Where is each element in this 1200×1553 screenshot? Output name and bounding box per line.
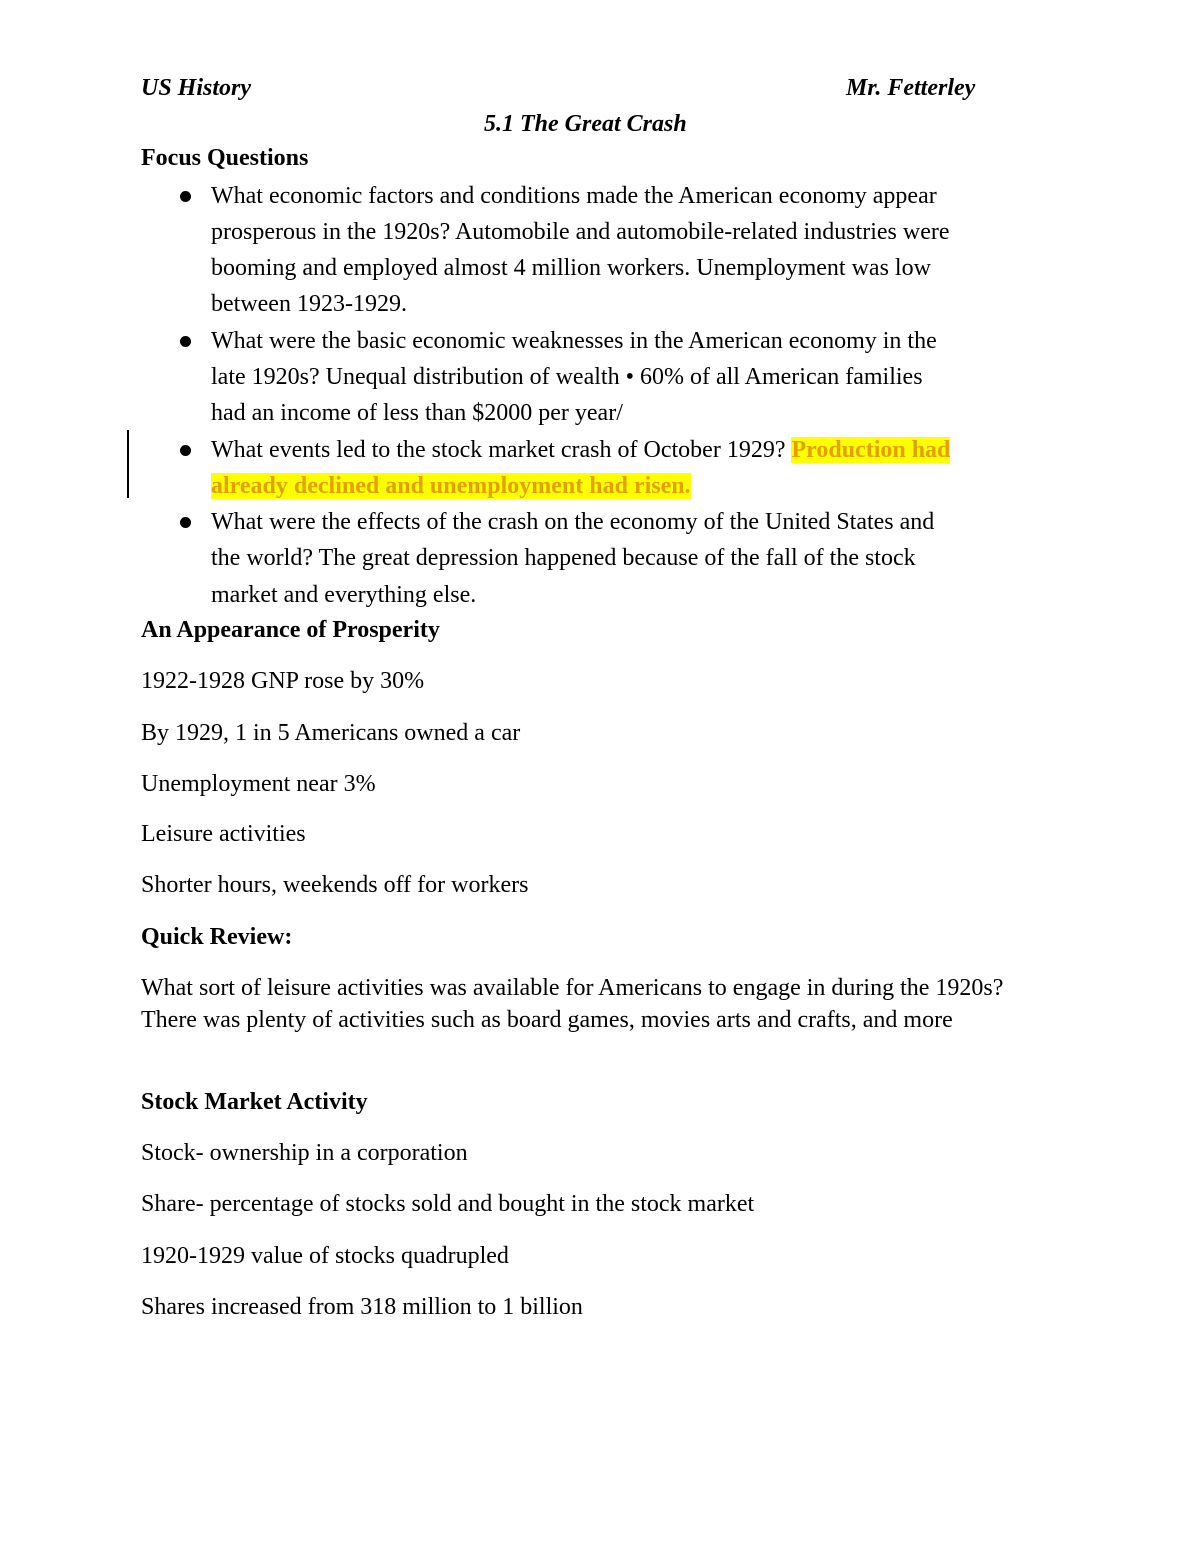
bullet-icon	[180, 191, 191, 202]
stock-item: Shares increased from 318 million to 1 billion	[141, 1294, 583, 1320]
focus-question-3-text: What events led to the stock market crash of October 1929?	[211, 437, 792, 463]
bullet-icon	[180, 517, 191, 528]
focus-question-4-line: the world? The great depression happened because of the fall of the stock	[211, 545, 916, 571]
focus-question-2-line: late 1920s? Unequal distribution of wealth • 60% of all American families	[211, 364, 923, 390]
focus-question-2-line: had an income of less than $2000 per year/	[211, 400, 623, 426]
prosperity-heading: An Appearance of Prosperity	[141, 617, 440, 643]
bullet-icon	[180, 445, 191, 456]
highlighted-answer: Production had	[791, 437, 951, 463]
focus-question-1-line: between 1923-1929.	[211, 291, 407, 317]
stock-market-heading: Stock Market Activity	[141, 1089, 368, 1115]
highlighted-answer: already declined and unemployment had risen.	[211, 473, 691, 499]
focus-questions-heading: Focus Questions	[141, 145, 309, 171]
course-name: US History	[141, 75, 252, 101]
prosperity-item: 1922-1928 GNP rose by 30%	[141, 668, 425, 694]
change-bar-icon	[127, 430, 129, 498]
focus-question-1-line: booming and employed almost 4 million workers. Unemployment was low	[211, 255, 931, 281]
focus-question-3-line	[211, 468, 691, 504]
stock-item: 1920-1929 value of stocks quadrupled	[141, 1243, 509, 1269]
prosperity-item: Shorter hours, weekends off for workers	[141, 872, 529, 898]
focus-question-1-line: What economic factors and conditions made the American economy appear	[211, 183, 937, 209]
document-title: 5.1 The Great Crash	[484, 111, 687, 137]
focus-question-2-line: What were the basic economic weaknesses in the American economy in the	[211, 328, 937, 354]
stock-item: Stock- ownership in a corporation	[141, 1140, 468, 1166]
focus-question-3-line	[211, 432, 950, 468]
prosperity-item: Unemployment near 3%	[141, 771, 376, 797]
quick-review-heading: Quick Review:	[141, 924, 293, 950]
focus-question-1-line: prosperous in the 1920s? Automobile and automobile-related industries were	[211, 219, 950, 245]
prosperity-item: Leisure activities	[141, 821, 306, 847]
teacher-name: Mr. Fetterley	[846, 75, 976, 101]
stock-item: Share- percentage of stocks sold and bought in the stock market	[141, 1191, 755, 1217]
bullet-icon	[180, 336, 191, 347]
prosperity-item: By 1929, 1 in 5 Americans owned a car	[141, 720, 521, 746]
focus-question-4-line: market and everything else.	[211, 582, 477, 608]
focus-question-4-line: What were the effects of the crash on the economy of the United States and	[211, 509, 935, 535]
quick-review-answer: What sort of leisure activities was available for Americans to engage in during the 1920s? There was plenty of activities such as board games, movies arts and crafts, and more	[141, 975, 1004, 1033]
